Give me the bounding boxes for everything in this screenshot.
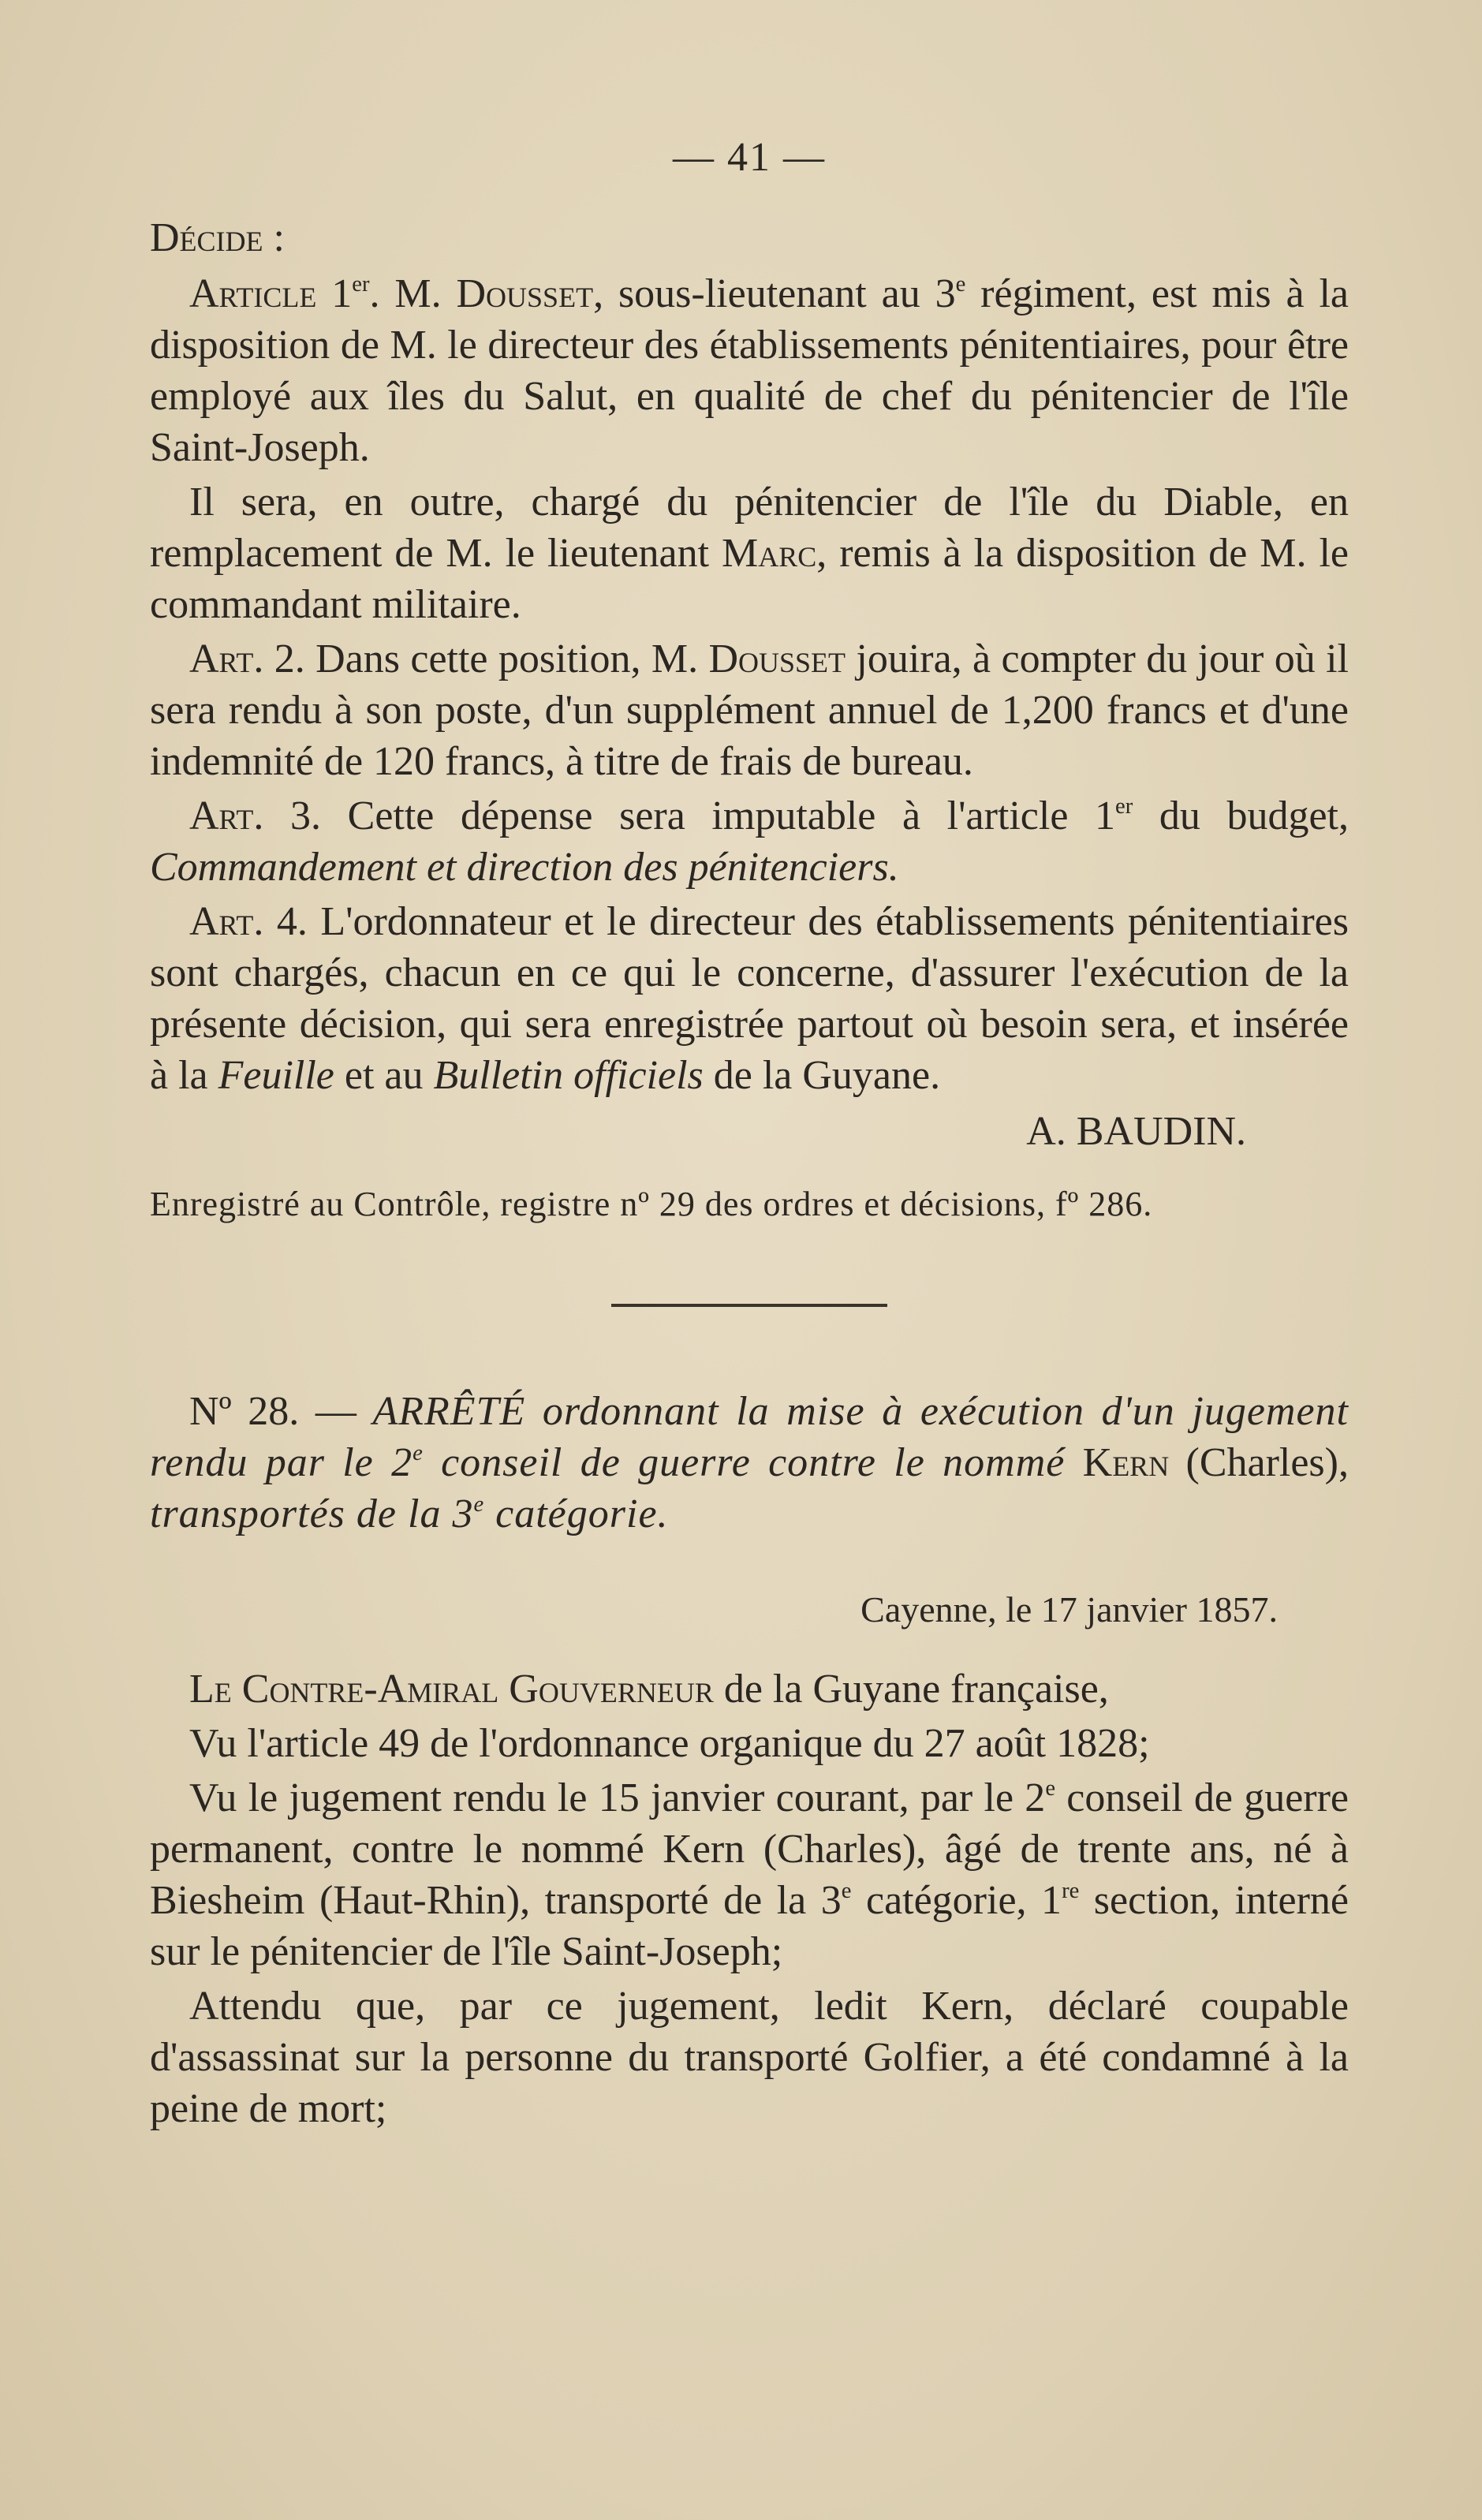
- article-4: [150, 896, 1349, 1101]
- vu-paragraph-1: Vu l'article 49 de l'ordonnance organique du 27 août 1828;: [189, 1721, 1150, 1766]
- publication-name: Bulletin officiels: [433, 1053, 704, 1098]
- arrete-number: Nº 28. —: [189, 1389, 373, 1434]
- publication-name: Feuille: [218, 1053, 334, 1098]
- person-name: Kern: [1082, 1440, 1170, 1485]
- decide-heading: Décide :: [150, 215, 285, 260]
- text-run: ARRÊTÉ ordonnant la mise à exécution d'un jugement rendu par le 2: [150, 1389, 1349, 1485]
- superscript: e: [412, 1440, 424, 1465]
- attendu-paragraph: Attendu que, par ce jugement, ledit Kern, déclaré coupable d'assassinat sur la personne du transporté Golfier, a été condamné à la peine de mort;: [150, 1984, 1349, 2131]
- governor-title: Le Contre-Amiral Gouverneur: [189, 1667, 714, 1712]
- text-run: de la Guyane française,: [713, 1667, 1109, 1712]
- text-run: . M.: [369, 271, 457, 316]
- text-run: conseil de guerre permanent, contre le nommé Kern (Charles), âgé de trente ans, né à Biesheim (Haut-Rhin), transporté de la 3: [150, 1775, 1349, 1923]
- text-run: jouira, à compter du jour où il sera rendu à son poste, d'un supplément annuel de 1,200 francs et d'une indemnité de 120 francs, à titre de frais de bureau.: [150, 637, 1349, 784]
- text-run: , sous-lieutenant au 3: [593, 271, 956, 316]
- person-name: Dousset: [456, 271, 594, 316]
- dateline: Cayenne, le 17 janvier 1857.: [860, 1589, 1278, 1630]
- text-run: et au: [334, 1053, 434, 1098]
- registration-note: Enregistré au Contrôle, registre nº 29 des ordres et décisions, fº 286.: [150, 1185, 1153, 1223]
- governor-heading: [150, 1663, 1349, 1715]
- superscript: e: [841, 1878, 852, 1903]
- text-run: section, interné sur le pénitencier de l'île Saint-Joseph;: [150, 1878, 1349, 1974]
- budget-chapter: Commandement et direction des pénitenciers.: [150, 845, 899, 890]
- document-page: [150, 134, 1349, 2134]
- text-run: régiment, est mis à la disposition de M. le directeur des établissements pénitentiaires, pour être employé aux îles du Salut, en qualité de chef du pénitencier de l'île Saint-Joseph.: [150, 271, 1349, 470]
- signature: A. BAUDIN.: [1026, 1109, 1246, 1154]
- superscript: er: [1115, 793, 1133, 819]
- person-name: Marc: [722, 531, 817, 576]
- text-run: (Charles),: [1169, 1440, 1349, 1485]
- text-run: Vu le jugement rendu le 15 janvier courant, par le 2: [189, 1775, 1046, 1820]
- section-divider: [611, 1304, 887, 1307]
- article-2: [150, 633, 1349, 787]
- article-number: 1: [331, 271, 353, 316]
- article-3: [150, 790, 1349, 893]
- superscript: re: [1062, 1878, 1080, 1903]
- text-run: , remis à la disposition de M. le commandant militaire.: [150, 531, 1349, 627]
- article-label: Article: [189, 271, 317, 316]
- article-1: [150, 268, 1349, 473]
- article-label: Art: [189, 899, 254, 944]
- text-run: transportés de la 3: [150, 1491, 474, 1536]
- text-run: . 2. Dans cette position, M.: [253, 637, 709, 681]
- superscript: e: [473, 1491, 485, 1517]
- text-run: catégorie.: [484, 1491, 669, 1536]
- text-run: catégorie, 1: [851, 1878, 1062, 1923]
- article-label: Art: [189, 637, 254, 681]
- person-name: Dousset: [708, 637, 846, 681]
- text-run: conseil de guerre contre le nommé: [423, 1440, 1083, 1485]
- article-label: Art: [189, 793, 254, 838]
- article-1-paragraph-2: [150, 476, 1349, 630]
- page-number: — 41 —: [673, 135, 826, 180]
- vu-paragraph-2: [150, 1772, 1349, 1977]
- text-run: de la Guyane.: [703, 1053, 941, 1098]
- text-run: Il sera, en outre, chargé du pénitencier de l'île du Diable, en remplacement de M. le lieutenant: [150, 480, 1349, 576]
- superscript: e: [1045, 1775, 1056, 1801]
- text-run: . 3. Cette dépense sera imputable à l'article 1: [253, 793, 1116, 838]
- arrete-title: [150, 1386, 1349, 1540]
- text-run: . 4. L'ordonnateur et le directeur des établissements pénitentiaires sont chargés, chacun en ce qui le concerne, d'assurer l'exécution de la présente décision, qui sera enregistrée partout où besoin sera, et insérée à la: [150, 899, 1349, 1098]
- superscript: e: [955, 271, 966, 297]
- text-run: du budget,: [1133, 793, 1349, 838]
- superscript: er: [352, 271, 370, 297]
